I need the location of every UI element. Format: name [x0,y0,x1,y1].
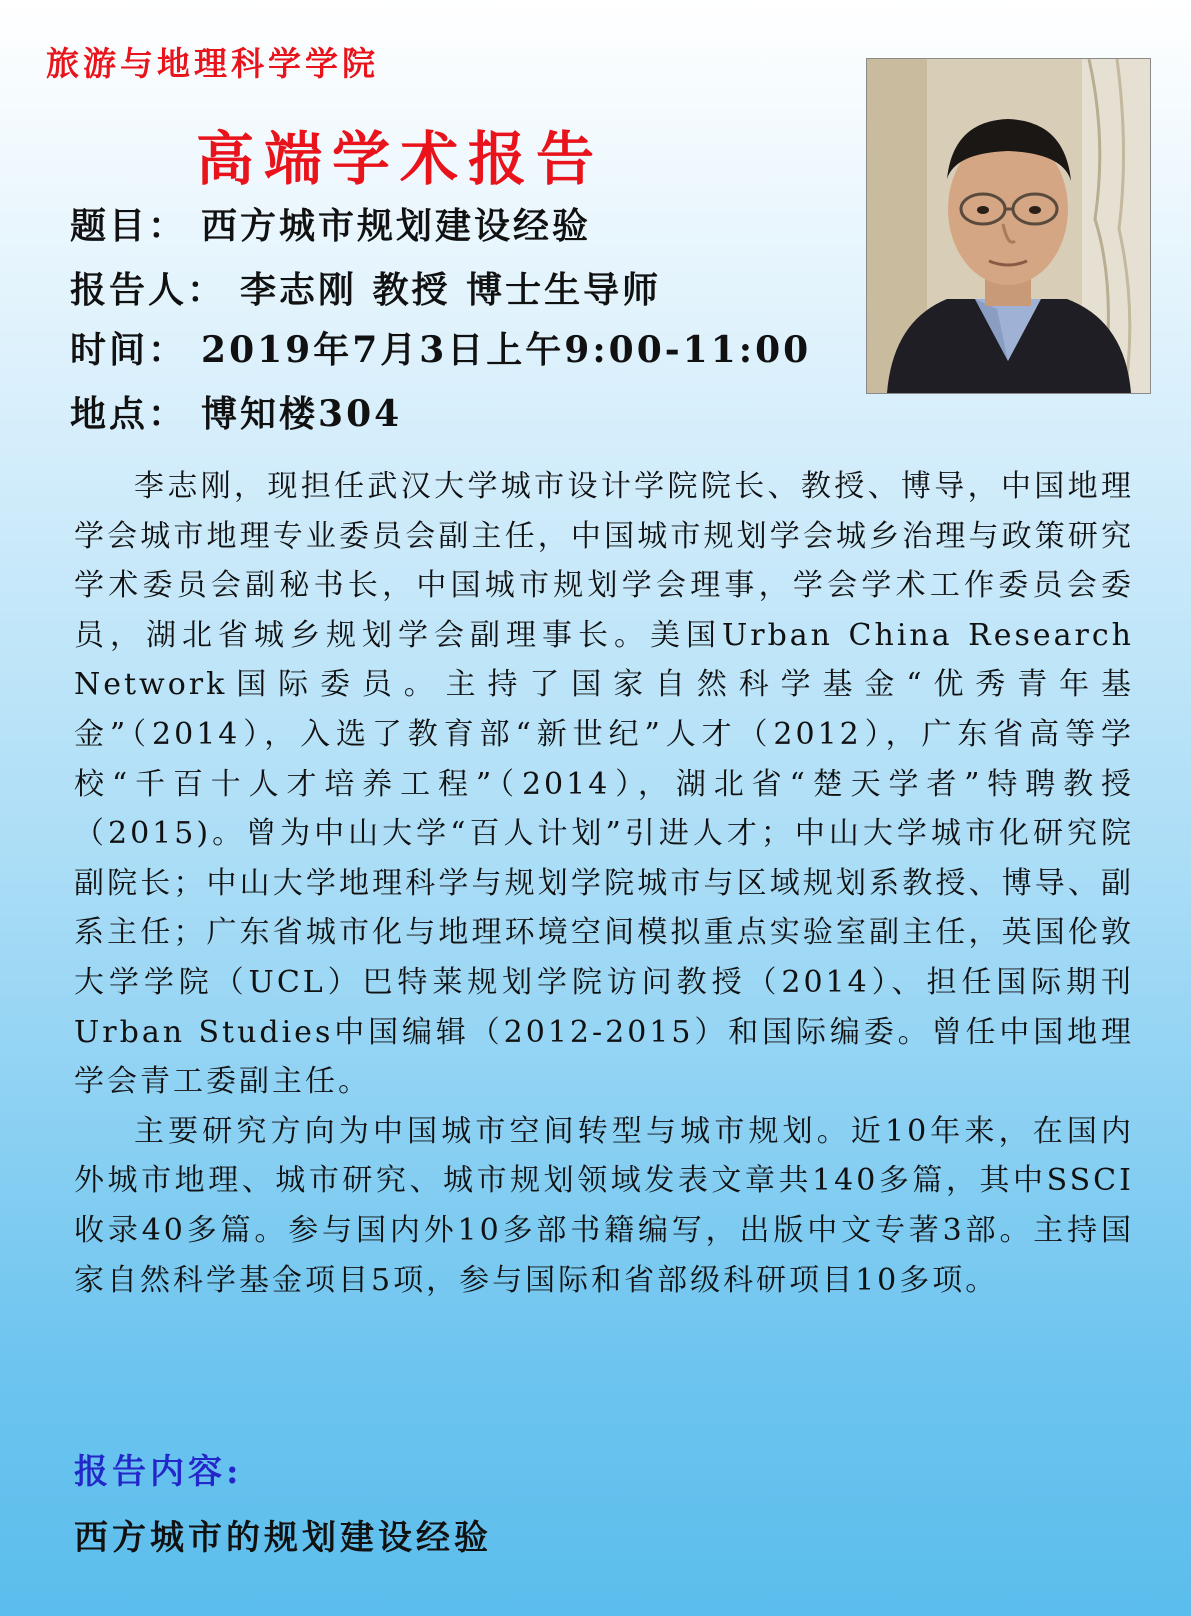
speaker-row [70,262,661,313]
report-content-heading: 报告内容: [74,1452,243,1492]
place-label: 地点： [70,393,188,435]
speaker-label: 报告人： [70,269,227,311]
biography-paragraph: 李志刚，现担任武汉大学城市设计学院院长、教授、博导，中国地理学会城市地理专业委员会副主任，中国城市规划学会城乡治理与政策研究学术委员会副秘书长，中国城市规划学会理事，学会学术工作委员会委员，湖北省城乡规划学会副理事长。美国Urban China Research Network国际委员。主持了国家自然科学基金“优秀青年基金”（2014），入选了教育部“新世纪”人才（2012），广东省高等学校“千百十人才培养工程”（2014），湖北省“楚天学者”特聘教授（2015)。曾为中山大学“百人计划”引进人才；中山大学城市化研究院副院长；中山大学地理科学与规划学院城市与区域规划系教授、博导、副系主任；广东省城市化与地理环境空间模拟重点实验室副主任，英国伦敦大学学院（UCL）巴特莱规划学院访问教授（2014）、担任国际期刊Urban Studies中国编辑（2012-2015）和国际编委。曾任中国地理学会青工委副主任。 [74,469,1134,1100]
topic-row [70,198,591,249]
time-label: 时间： [70,329,188,371]
topic-label: 题目： [70,205,188,247]
speaker-value: 李志刚 教授 博士生导师 [240,269,662,311]
research-paragraph: 主要研究方向为中国城市空间转型与城市规划。近10年来，在国内外城市地理、城市研究、城市规划领域发表文章共140多篇，其中SSCI收录40多篇。参与国内外10多部书籍编写，出版中文专著3部。主持国家自然科学基金项目5项，参与国际和省部级科研项目10多项。 [74,1113,1134,1298]
place-row [70,386,402,437]
time-row [70,322,811,373]
report-type-title: 高端学术报告 [196,125,605,193]
time-value: 2019年7月3日上午9:00-11:00 [201,329,812,371]
topic-value: 西方城市规划建设经验 [201,205,592,247]
institution-name: 旅游与地理科学学院 [46,44,379,83]
portrait-illustration [867,59,1150,393]
speaker-portrait-photo [866,58,1151,394]
place-value: 博知楼304 [201,393,403,435]
speaker-biography [74,462,1134,1305]
report-content-body: 西方城市的规划建设经验 [74,1518,492,1558]
